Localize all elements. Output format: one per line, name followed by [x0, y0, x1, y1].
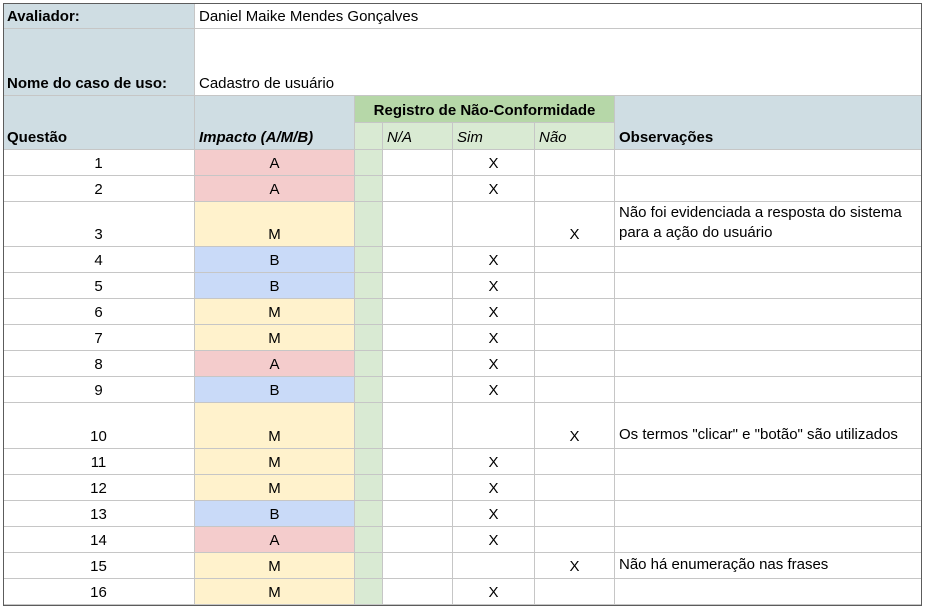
observation-cell[interactable] [615, 553, 922, 579]
sim-mark-cell[interactable] [453, 325, 535, 351]
impact-value-cell[interactable] [195, 202, 355, 247]
observation-cell[interactable] [615, 579, 922, 605]
question-number-cell[interactable] [3, 176, 195, 202]
question-number: 14 [90, 532, 107, 549]
question-number-cell[interactable] [3, 351, 195, 377]
na-mark-cell[interactable] [383, 527, 453, 553]
na-header: N/A [387, 129, 413, 146]
impact-value: M [268, 454, 281, 471]
impact-value: A [269, 532, 280, 549]
impacto-header-cell[interactable] [195, 96, 355, 150]
observation-cell[interactable] [615, 475, 922, 501]
sim-mark: X [488, 356, 499, 373]
spacer-cell-cell[interactable] [355, 176, 383, 202]
observation-cell[interactable] [615, 527, 922, 553]
nao-mark-cell[interactable] [535, 325, 615, 351]
question-number-cell[interactable] [3, 202, 195, 247]
nao-header-cell[interactable] [535, 123, 615, 150]
nao-mark-cell[interactable] [535, 527, 615, 553]
na-mark-cell[interactable] [383, 247, 453, 273]
na-header-cell[interactable] [383, 123, 453, 150]
impact-value: A [269, 155, 280, 172]
usecase-label-cell[interactable] [3, 29, 195, 96]
question-number: 9 [94, 382, 103, 399]
question-number: 5 [94, 278, 103, 295]
impact-value: B [269, 506, 280, 523]
nao-mark-cell[interactable] [535, 273, 615, 299]
spacer-cell-cell[interactable] [355, 351, 383, 377]
na-mark-cell[interactable] [383, 176, 453, 202]
question-number: 12 [90, 480, 107, 497]
obs-header: Observações [619, 129, 714, 146]
registro-header-cell[interactable] [355, 96, 615, 123]
impact-value: A [269, 181, 280, 198]
impact-value: M [268, 558, 281, 575]
evaluator-value-cell[interactable] [195, 3, 922, 29]
observation-cell[interactable] [615, 299, 922, 325]
nao-mark-cell[interactable] [535, 150, 615, 176]
impact-value-cell[interactable] [195, 579, 355, 605]
question-number-cell[interactable] [3, 325, 195, 351]
impact-value: M [268, 428, 281, 445]
sim-header: Sim [457, 129, 483, 146]
impact-value: M [268, 330, 281, 347]
sim-mark: X [488, 252, 499, 269]
question-number: 3 [94, 226, 103, 243]
observation-cell[interactable] [615, 403, 922, 449]
observation: Os termos "clicar" e "botão" são utilizados [619, 426, 898, 443]
nao-mark-cell[interactable] [535, 501, 615, 527]
nao-mark: X [569, 226, 580, 243]
nao-mark-cell[interactable] [535, 553, 615, 579]
question-number-cell[interactable] [3, 449, 195, 475]
na-mark-cell[interactable] [383, 377, 453, 403]
impact-value: M [268, 226, 281, 243]
spacer-cell-cell[interactable] [355, 202, 383, 247]
impact-value-cell[interactable] [195, 299, 355, 325]
sim-mark-cell[interactable] [453, 202, 535, 247]
nao-mark-cell[interactable] [535, 202, 615, 247]
na-mark-cell[interactable] [383, 579, 453, 605]
registro-header: Registro de Não-Conformidade [373, 102, 596, 119]
evaluator-value: Daniel Maike Mendes Gonçalves [199, 8, 419, 25]
obs-header-cell[interactable] [615, 96, 922, 150]
spacer-cell-cell[interactable] [355, 247, 383, 273]
spacer-cell-cell[interactable] [355, 475, 383, 501]
sim-mark-cell[interactable] [453, 299, 535, 325]
na-mark-cell[interactable] [383, 273, 453, 299]
na-mark-cell[interactable] [383, 501, 453, 527]
observation-cell[interactable] [615, 351, 922, 377]
sim-mark-cell[interactable] [453, 351, 535, 377]
question-number-cell[interactable] [3, 377, 195, 403]
sim-mark: X [488, 278, 499, 295]
observation-cell[interactable] [615, 325, 922, 351]
sim-mark: X [488, 304, 499, 321]
nao-mark: X [569, 428, 580, 445]
question-number: 1 [94, 155, 103, 172]
observation-cell[interactable] [615, 247, 922, 273]
sim-mark-cell[interactable] [453, 247, 535, 273]
impact-value: B [269, 382, 280, 399]
impact-value-cell[interactable] [195, 377, 355, 403]
question-number: 7 [94, 330, 103, 347]
sim-mark: X [488, 330, 499, 347]
impacto-header: Impacto (A/M/B) [199, 129, 314, 146]
sim-mark: X [488, 181, 499, 198]
na-mark-cell[interactable] [383, 299, 453, 325]
impact-value-cell[interactable] [195, 247, 355, 273]
question-number: 15 [90, 558, 107, 575]
nao-mark-cell[interactable] [535, 377, 615, 403]
impact-value-cell[interactable] [195, 176, 355, 202]
sim-mark-cell[interactable] [453, 449, 535, 475]
question-number: 13 [90, 506, 107, 523]
na-mark-cell[interactable] [383, 553, 453, 579]
nao-mark-cell[interactable] [535, 475, 615, 501]
observation: Não há enumeração nas frases [619, 556, 829, 573]
question-number-cell[interactable] [3, 579, 195, 605]
question-number-cell[interactable] [3, 475, 195, 501]
evaluation-sheet [3, 3, 922, 606]
question-number: 8 [94, 356, 103, 373]
sim-mark-cell[interactable] [453, 527, 535, 553]
spacer-cell-cell[interactable] [355, 527, 383, 553]
question-number-cell[interactable] [3, 501, 195, 527]
sim-mark: X [488, 584, 499, 601]
question-number-cell[interactable] [3, 150, 195, 176]
spacer-cell-cell[interactable] [355, 150, 383, 176]
sim-mark: X [488, 532, 499, 549]
spacer-cell-cell[interactable] [355, 299, 383, 325]
question-number: 4 [94, 252, 103, 269]
impact-value-cell[interactable] [195, 475, 355, 501]
sim-mark-cell[interactable] [453, 403, 535, 449]
evaluator-label: Avaliador: [7, 8, 80, 25]
observation-cell[interactable] [615, 501, 922, 527]
spacer-cell-cell[interactable] [355, 579, 383, 605]
nao-mark-cell[interactable] [535, 299, 615, 325]
na-mark-cell[interactable] [383, 150, 453, 176]
impact-value-cell[interactable] [195, 150, 355, 176]
spacer-cell-cell[interactable] [355, 325, 383, 351]
question-number-cell[interactable] [3, 403, 195, 449]
impact-value-cell[interactable] [195, 527, 355, 553]
impact-value: M [268, 480, 281, 497]
nao-mark-cell[interactable] [535, 351, 615, 377]
sim-mark: X [488, 382, 499, 399]
spacer-header-cell[interactable] [355, 123, 383, 150]
impact-value-cell[interactable] [195, 351, 355, 377]
evaluator-label-cell[interactable] [3, 3, 195, 29]
question-number: 2 [94, 181, 103, 198]
impact-value: M [268, 304, 281, 321]
question-number-cell[interactable] [3, 527, 195, 553]
spacer-cell-cell[interactable] [355, 403, 383, 449]
sim-mark-cell[interactable] [453, 475, 535, 501]
impact-value: B [269, 278, 280, 295]
question-number-cell[interactable] [3, 553, 195, 579]
na-mark-cell[interactable] [383, 325, 453, 351]
usecase-value-cell[interactable] [195, 29, 922, 96]
questao-header: Questão [7, 129, 68, 146]
impact-value: M [268, 584, 281, 601]
spacer-cell-cell[interactable] [355, 501, 383, 527]
impact-value-cell[interactable] [195, 553, 355, 579]
spacer-cell-cell[interactable] [355, 449, 383, 475]
sim-mark: X [488, 155, 499, 172]
na-mark-cell[interactable] [383, 202, 453, 247]
impact-value-cell[interactable] [195, 273, 355, 299]
question-number: 10 [90, 428, 107, 445]
sim-mark-cell[interactable] [453, 553, 535, 579]
nao-mark-cell[interactable] [535, 403, 615, 449]
sim-mark: X [488, 506, 499, 523]
na-mark-cell[interactable] [383, 475, 453, 501]
impact-value-cell[interactable] [195, 501, 355, 527]
usecase-label: Nome do caso de uso: [7, 75, 168, 92]
nao-mark-cell[interactable] [535, 449, 615, 475]
observation-cell[interactable] [615, 377, 922, 403]
observation-cell[interactable] [615, 202, 922, 247]
sim-mark: X [488, 454, 499, 471]
questao-header-cell[interactable] [3, 96, 195, 150]
question-number-cell[interactable] [3, 273, 195, 299]
sim-header-cell[interactable] [453, 123, 535, 150]
usecase-value: Cadastro de usuário [199, 75, 335, 92]
impact-value-cell[interactable] [195, 325, 355, 351]
impact-value-cell[interactable] [195, 403, 355, 449]
na-mark-cell[interactable] [383, 351, 453, 377]
nao-mark: X [569, 558, 580, 575]
question-number-cell[interactable] [3, 299, 195, 325]
observation-cell[interactable] [615, 449, 922, 475]
sim-mark: X [488, 480, 499, 497]
observation-cell[interactable] [615, 176, 922, 202]
impact-value: A [269, 356, 280, 373]
sim-mark-cell[interactable] [453, 176, 535, 202]
question-number: 11 [90, 454, 107, 471]
spacer-cell-cell[interactable] [355, 273, 383, 299]
nao-mark-cell[interactable] [535, 247, 615, 273]
observation-cell[interactable] [615, 150, 922, 176]
sim-mark-cell[interactable] [453, 150, 535, 176]
sim-mark-cell[interactable] [453, 377, 535, 403]
na-mark-cell[interactable] [383, 403, 453, 449]
impact-value: B [269, 252, 280, 269]
question-number: 6 [94, 304, 103, 321]
impact-value-cell[interactable] [195, 449, 355, 475]
sim-mark-cell[interactable] [453, 501, 535, 527]
na-mark-cell[interactable] [383, 449, 453, 475]
nao-mark-cell[interactable] [535, 176, 615, 202]
nao-mark-cell[interactable] [535, 579, 615, 605]
observation: Não foi evidenciada a resposta do sistema para a ação do usuário [619, 204, 902, 241]
nao-header: Não [539, 129, 567, 146]
spacer-cell-cell[interactable] [355, 377, 383, 403]
spacer-cell-cell[interactable] [355, 553, 383, 579]
question-number-cell[interactable] [3, 247, 195, 273]
question-number: 16 [90, 584, 107, 601]
sim-mark-cell[interactable] [453, 579, 535, 605]
sim-mark-cell[interactable] [453, 273, 535, 299]
observation-cell[interactable] [615, 273, 922, 299]
